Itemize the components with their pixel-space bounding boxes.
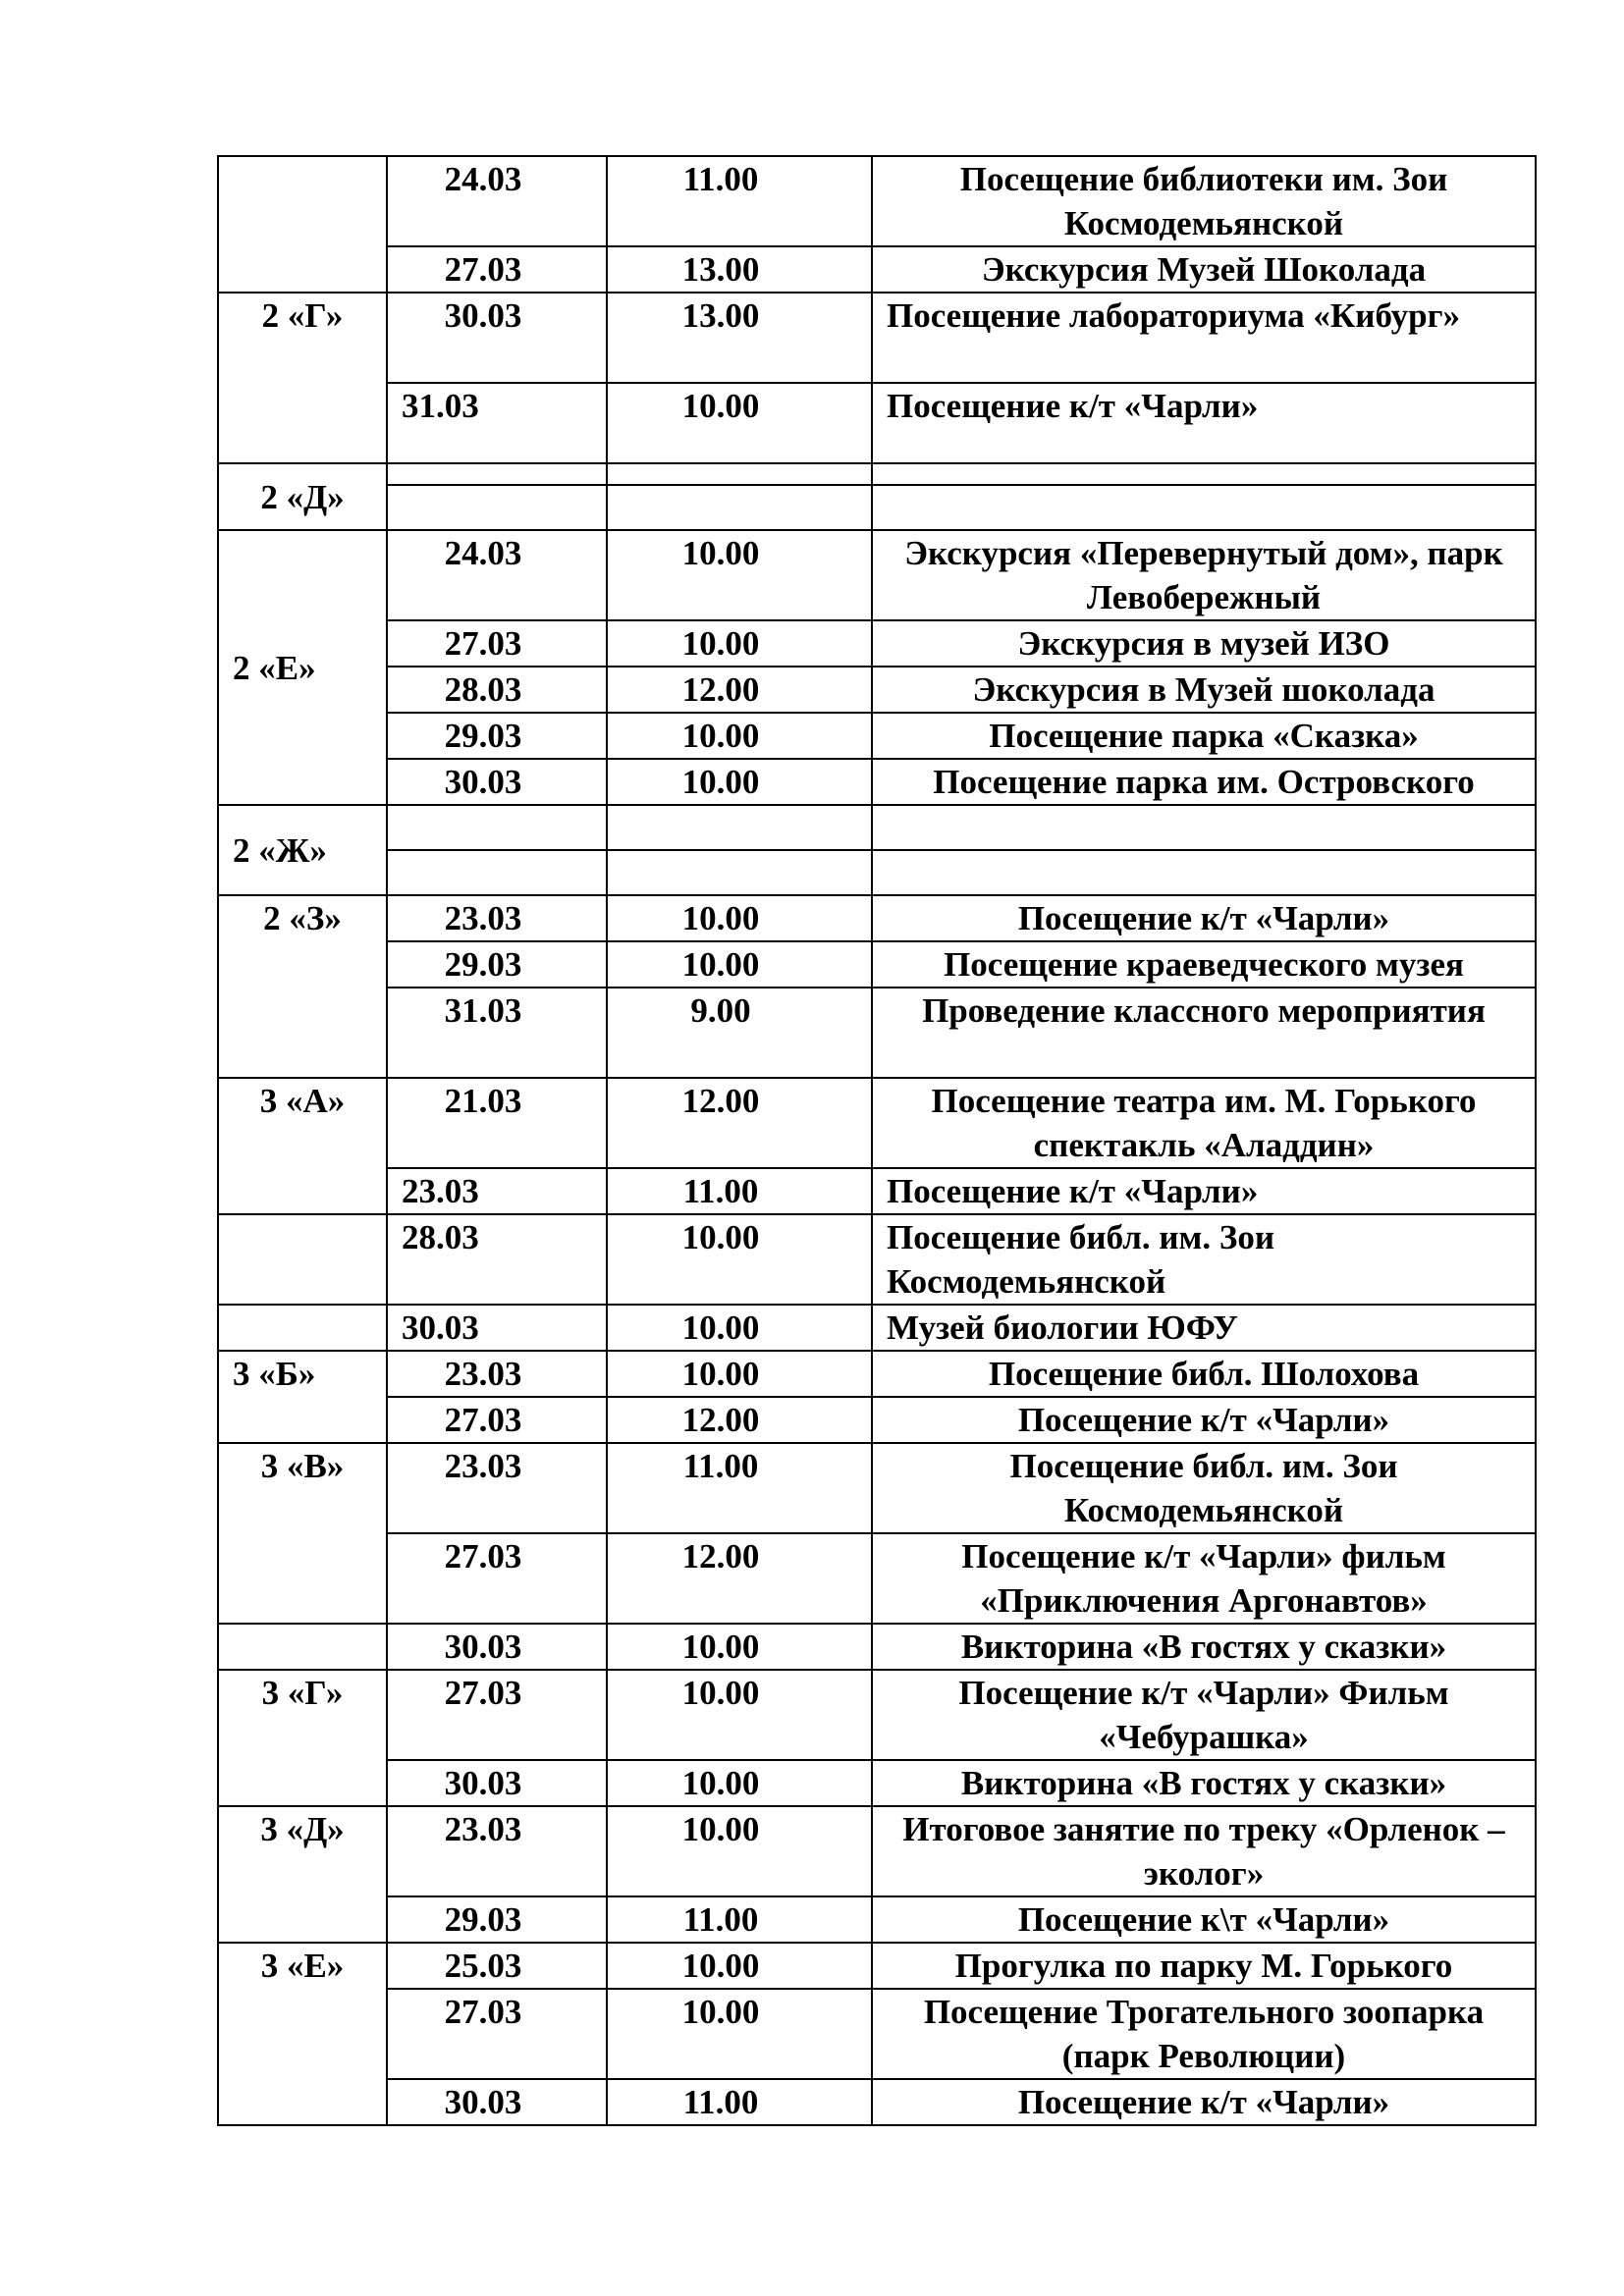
table-row [218, 805, 1536, 850]
time-cell: 13.00 [607, 293, 872, 383]
table-row [218, 383, 1536, 463]
table-row [218, 1351, 1536, 1397]
table-row [218, 1397, 1536, 1443]
activity-cell: Экскурсия в Музей шоколада [872, 667, 1536, 713]
time-cell [607, 850, 872, 895]
date-cell: 28.03 [387, 667, 607, 713]
table-row [218, 759, 1536, 805]
table-row [218, 713, 1536, 759]
table-row [218, 1305, 1536, 1351]
table-row [218, 1214, 1536, 1305]
time-cell: 10.00 [607, 1305, 872, 1351]
activity-cell: Посещение к/т «Чарли» [872, 1397, 1536, 1443]
date-cell: 30.03 [387, 759, 607, 805]
date-cell: 21.03 [387, 1078, 607, 1168]
class-cell: 3 «Г» [218, 1670, 387, 1806]
class-cell: 3 «В» [218, 1443, 387, 1624]
table-row [218, 620, 1536, 667]
activity-cell: Посещение к/т «Чарли» [872, 2079, 1536, 2125]
class-cell: 2 «З» [218, 895, 387, 1078]
date-cell: 29.03 [387, 941, 607, 988]
date-cell: 30.03 [387, 293, 607, 383]
date-cell: 30.03 [387, 2079, 607, 2125]
class-cell: 3 «А» [218, 1078, 387, 1214]
table-row [218, 941, 1536, 988]
time-cell: 10.00 [607, 383, 872, 463]
table-row [218, 1624, 1536, 1670]
time-cell: 10.00 [607, 1624, 872, 1670]
activity-cell: Посещение к/т «Чарли» Фильм «Чебурашка» [872, 1670, 1536, 1760]
activity-cell: Экскурсия в музей ИЗО [872, 620, 1536, 667]
time-cell [607, 463, 872, 485]
activity-cell [872, 850, 1536, 895]
date-cell: 23.03 [387, 895, 607, 941]
date-cell: 27.03 [387, 1533, 607, 1624]
date-cell: 30.03 [387, 1760, 607, 1806]
activity-cell: Экскурсия Музей Шоколада [872, 246, 1536, 293]
date-cell: 25.03 [387, 1943, 607, 1989]
table-row [218, 1670, 1536, 1760]
date-cell: 30.03 [387, 1624, 607, 1670]
activity-cell: Посещение к/т «Чарли» [872, 383, 1536, 463]
activity-cell: Прогулка по парку М. Горького [872, 1943, 1536, 1989]
time-cell: 12.00 [607, 1397, 872, 1443]
time-cell: 11.00 [607, 156, 872, 246]
time-cell: 11.00 [607, 1443, 872, 1533]
date-cell: 28.03 [387, 1214, 607, 1305]
table-row [218, 895, 1536, 941]
class-cell [218, 156, 387, 293]
date-cell [387, 805, 607, 850]
class-cell: 3 «Е» [218, 1943, 387, 2125]
activity-cell: Посещение театра им. М. Горького спектакль «Аладдин» [872, 1078, 1536, 1168]
activity-cell: Посещение парка «Сказка» [872, 713, 1536, 759]
class-cell [218, 1305, 387, 1351]
date-cell: 27.03 [387, 620, 607, 667]
date-cell [387, 463, 607, 485]
activity-cell: Посещение лабораториума «Кибург» [872, 293, 1536, 383]
date-cell: 23.03 [387, 1168, 607, 1214]
date-cell [387, 850, 607, 895]
activity-cell: Экскурсия «Перевернутый дом», парк Левобережный [872, 530, 1536, 620]
activity-cell: Посещение парка им. Островского [872, 759, 1536, 805]
activity-cell: Посещение библ. им. Зои Космодемьянской [872, 1214, 1536, 1305]
date-cell: 27.03 [387, 1397, 607, 1443]
activity-cell: Проведение классного мероприятия [872, 988, 1536, 1078]
time-cell: 11.00 [607, 2079, 872, 2125]
time-cell: 10.00 [607, 620, 872, 667]
table-row [218, 1896, 1536, 1943]
activity-cell: Итоговое занятие по треку «Орленок – эколог» [872, 1806, 1536, 1896]
table-row [218, 1168, 1536, 1214]
class-cell: 2 «Е» [218, 530, 387, 805]
time-cell: 10.00 [607, 895, 872, 941]
class-cell: 2 «Ж» [218, 805, 387, 895]
time-cell: 11.00 [607, 1896, 872, 1943]
activity-cell: Викторина «В гостях у сказки» [872, 1624, 1536, 1670]
class-cell: 2 «Д» [218, 463, 387, 530]
time-cell: 12.00 [607, 667, 872, 713]
table-row [218, 1760, 1536, 1806]
time-cell: 10.00 [607, 1760, 872, 1806]
time-cell: 10.00 [607, 1806, 872, 1896]
class-cell: 2 «Г» [218, 293, 387, 463]
activity-cell: Посещение к/т «Чарли» [872, 1168, 1536, 1214]
schedule-table [217, 155, 1537, 2126]
date-cell: 23.03 [387, 1443, 607, 1533]
time-cell: 12.00 [607, 1078, 872, 1168]
activity-cell: Посещение Трогательного зоопарка (парк Революции) [872, 1989, 1536, 2079]
time-cell: 11.00 [607, 1168, 872, 1214]
class-cell: 3 «Б» [218, 1351, 387, 1443]
time-cell [607, 485, 872, 530]
date-cell: 31.03 [387, 383, 607, 463]
date-cell: 27.03 [387, 1989, 607, 2079]
activity-cell: Посещение к\т «Чарли» [872, 1896, 1536, 1943]
date-cell: 29.03 [387, 1896, 607, 1943]
time-cell: 10.00 [607, 1989, 872, 2079]
table-row [218, 667, 1536, 713]
table-row [218, 485, 1536, 530]
time-cell: 10.00 [607, 759, 872, 805]
table-row [218, 1806, 1536, 1896]
date-cell: 27.03 [387, 1670, 607, 1760]
table-row [218, 156, 1536, 246]
table-row [218, 1078, 1536, 1168]
table-row [218, 1443, 1536, 1533]
time-cell: 10.00 [607, 713, 872, 759]
table-row [218, 463, 1536, 485]
date-cell [387, 485, 607, 530]
time-cell: 12.00 [607, 1533, 872, 1624]
activity-cell: Посещение краеведческого музея [872, 941, 1536, 988]
activity-cell: Посещение библ. Шолохова [872, 1351, 1536, 1397]
activity-cell: Викторина «В гостях у сказки» [872, 1760, 1536, 1806]
class-cell: 3 «Д» [218, 1806, 387, 1943]
date-cell: 31.03 [387, 988, 607, 1078]
activity-cell [872, 463, 1536, 485]
time-cell: 9.00 [607, 988, 872, 1078]
time-cell: 10.00 [607, 530, 872, 620]
date-cell: 23.03 [387, 1806, 607, 1896]
activity-cell [872, 485, 1536, 530]
table-row [218, 246, 1536, 293]
table-row [218, 1943, 1536, 1989]
date-cell: 29.03 [387, 713, 607, 759]
activity-cell: Посещение к/т «Чарли» фильм «Приключения Аргонавтов» [872, 1533, 1536, 1624]
table-row [218, 988, 1536, 1078]
activity-cell: Музей биологии ЮФУ [872, 1305, 1536, 1351]
date-cell: 24.03 [387, 156, 607, 246]
activity-cell: Посещение библ. им. Зои Космодемьянской [872, 1443, 1536, 1533]
date-cell: 27.03 [387, 246, 607, 293]
time-cell: 10.00 [607, 941, 872, 988]
class-cell [218, 1214, 387, 1305]
table-row [218, 293, 1536, 383]
time-cell: 10.00 [607, 1351, 872, 1397]
time-cell: 10.00 [607, 1670, 872, 1760]
activity-cell [872, 805, 1536, 850]
table-row [218, 1533, 1536, 1624]
time-cell: 13.00 [607, 246, 872, 293]
date-cell: 23.03 [387, 1351, 607, 1397]
date-cell: 24.03 [387, 530, 607, 620]
table-row [218, 530, 1536, 620]
time-cell: 10.00 [607, 1214, 872, 1305]
activity-cell: Посещение к/т «Чарли» [872, 895, 1536, 941]
table-row [218, 850, 1536, 895]
table-row [218, 2079, 1536, 2125]
date-cell: 30.03 [387, 1305, 607, 1351]
time-cell: 10.00 [607, 1943, 872, 1989]
class-cell [218, 1624, 387, 1670]
table-row [218, 1989, 1536, 2079]
activity-cell: Посещение библиотеки им. Зои Космодемьянской [872, 156, 1536, 246]
time-cell [607, 805, 872, 850]
